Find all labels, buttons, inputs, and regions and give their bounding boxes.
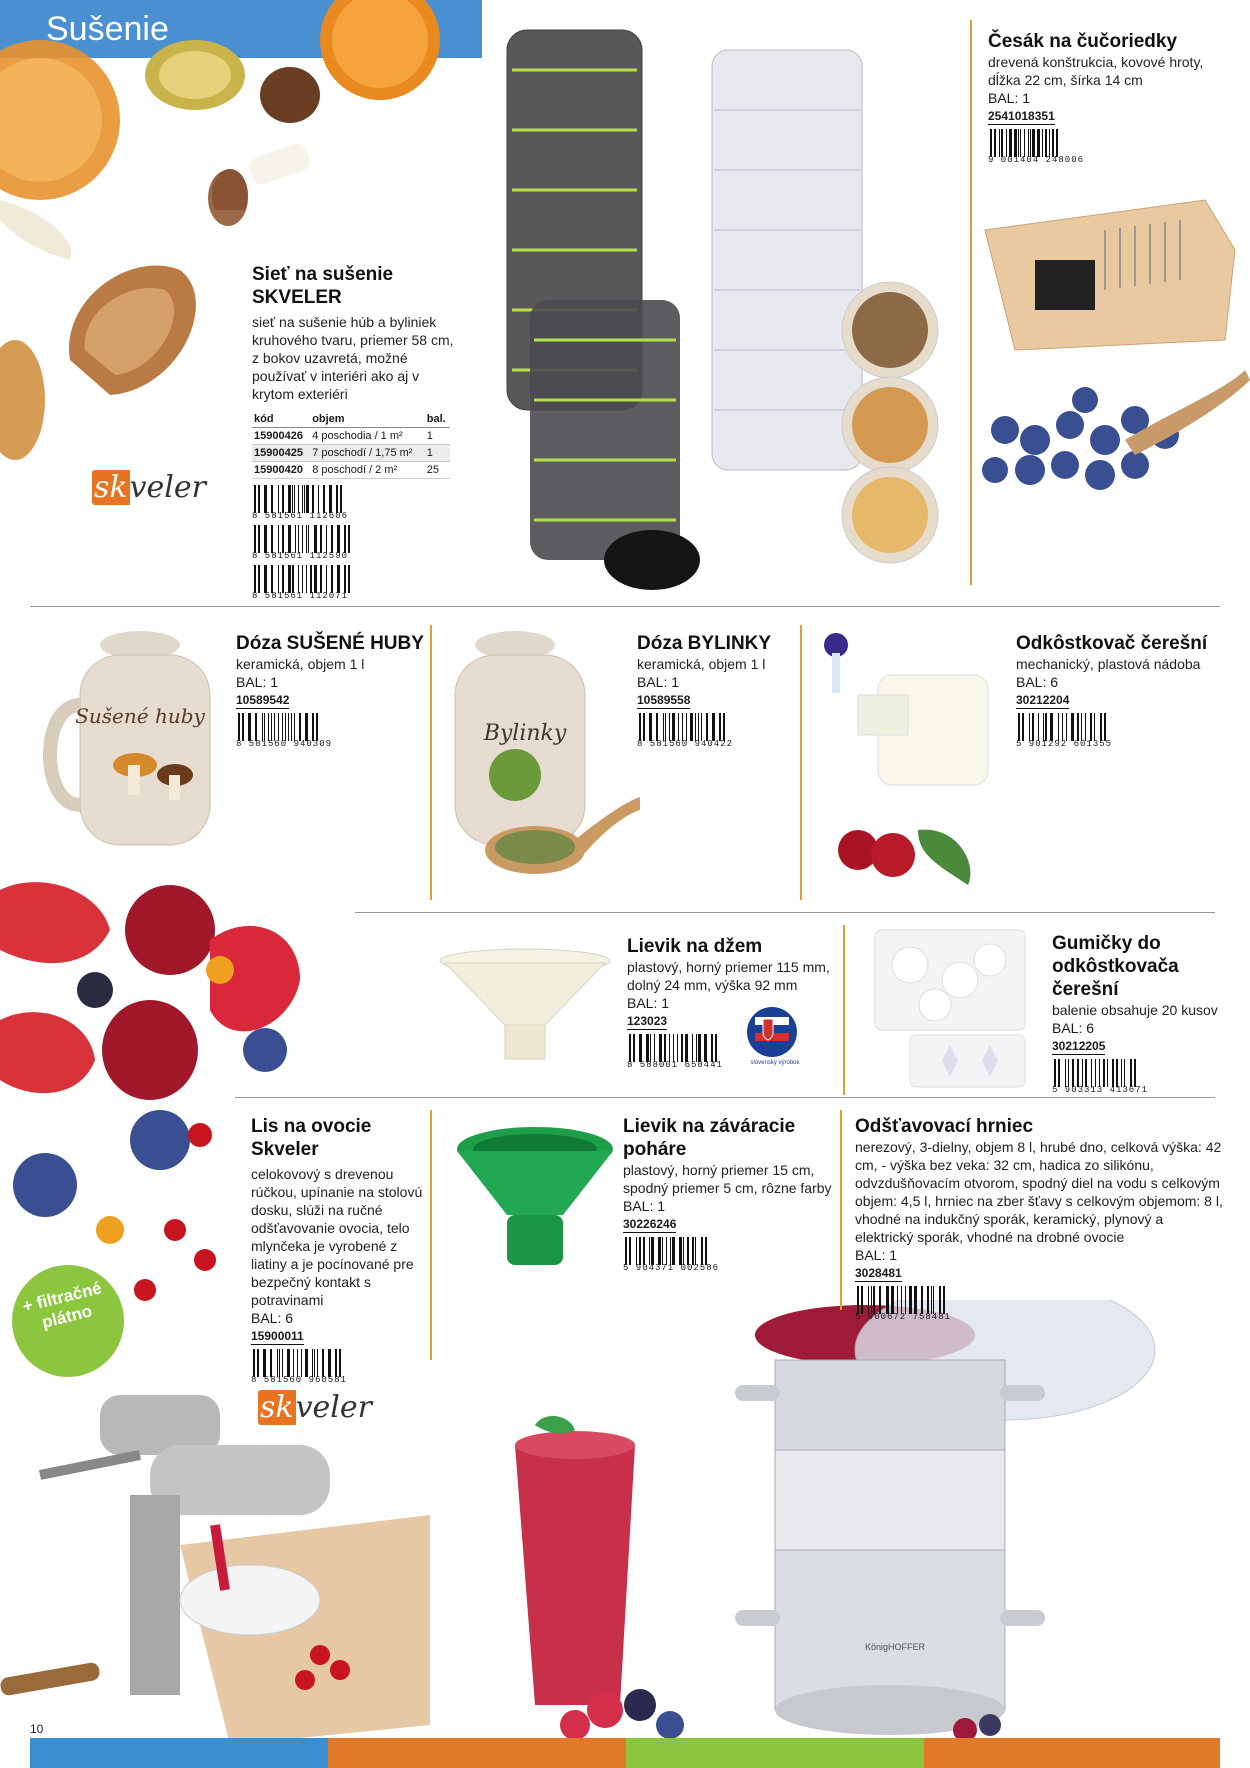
table-row <box>252 428 450 445</box>
barcode <box>1052 1059 1232 1095</box>
product-description: celokovový s drevenou rúčkou, upínanie na stolovú dosku, slúži na ručné odšťavovanie ovocia, telo mlynčeka je vyrobené z liatiny a je pocínované pre bezpečný kontakt s potravinami <box>251 1166 423 1308</box>
product-title: Lis na ovocie Skveler <box>251 1116 372 1160</box>
barcode-number: 8 581561 112590 <box>252 551 349 561</box>
variant-table <box>252 411 450 479</box>
product-description: keramická, objem 1 l <box>637 656 766 672</box>
table-cell: 7 poschodí / 1,75 m² <box>310 445 425 462</box>
steam-juicer-photo <box>735 1300 1205 1750</box>
product-description: keramická, objem 1 l <box>236 656 365 672</box>
table-header: bal. <box>425 411 450 428</box>
table-cell: 25 <box>425 462 450 479</box>
table-cell: 1 <box>425 445 450 462</box>
product-code: 123023 <box>627 1014 668 1028</box>
footer-color-bar <box>30 1738 1220 1768</box>
barcode <box>252 485 462 521</box>
divider <box>970 20 972 585</box>
table-cell: 15900420 <box>252 462 310 479</box>
rubber-bands-photo <box>870 925 1035 1090</box>
barcode-number: 5 900672 758481 <box>855 1312 952 1322</box>
divider <box>30 606 1220 607</box>
product-title: Dóza SUŠENÉ HUBY <box>236 633 424 654</box>
svg-text:Bylinky: Bylinky <box>483 721 567 746</box>
filter-cloth-badge-label: + filtračné plátno <box>20 1278 104 1333</box>
divider <box>840 1110 842 1310</box>
barcode-number: 5 904371 002586 <box>623 1263 720 1273</box>
barcode-number: 9 001404 248006 <box>988 155 1085 165</box>
product-code: 15900011 <box>251 1329 304 1343</box>
product-code: 2541018351 <box>988 109 1055 123</box>
pack-quantity: BAL: 1 <box>637 674 680 690</box>
barcode <box>623 1237 833 1273</box>
product-code: 3028481 <box>855 1266 902 1280</box>
drying-net-photo <box>492 0 942 600</box>
divider <box>235 1097 1215 1098</box>
divider <box>355 912 1215 913</box>
divider <box>843 925 845 1095</box>
product-jar-funnel <box>623 1115 833 1273</box>
skveler-logo: skveler <box>260 1390 372 1425</box>
divider <box>800 625 802 900</box>
orange-slice-photo <box>160 0 490 210</box>
pack-quantity: BAL: 1 <box>623 1198 666 1214</box>
product-description: mechanický, plastová nádoba <box>1016 656 1201 672</box>
product-title: Lievik na záváracie poháre <box>623 1116 796 1160</box>
slovak-product-label: slovenský výrobok <box>750 1060 800 1066</box>
table-row <box>252 462 450 479</box>
product-rubber-bands <box>1052 932 1232 1095</box>
page-number: 10 <box>30 1722 44 1736</box>
green-funnel-photo <box>455 1125 615 1270</box>
svg-text:KönigHOFFER: KönigHOFFER <box>864 1642 926 1652</box>
product-code: 10589558 <box>637 693 691 707</box>
table-header: objem <box>310 411 425 428</box>
product-title: Odkôstkovač čerešní <box>1016 633 1208 654</box>
footer-segment <box>924 1738 1220 1768</box>
pack-quantity: BAL: 6 <box>251 1310 294 1326</box>
product-description: balenie obsahuje 20 kusov <box>1052 1002 1218 1018</box>
product-code: 30212204 <box>1016 693 1070 707</box>
barcode <box>236 713 436 749</box>
barcode <box>252 565 462 601</box>
pack-quantity: BAL: 6 <box>1016 674 1059 690</box>
product-code: 10589542 <box>236 693 290 707</box>
pack-quantity: BAL: 1 <box>236 674 279 690</box>
table-cell: 4 poschodia / 1 m² <box>310 428 425 445</box>
product-description: nerezový, 3-dielny, objem 8 l, hrubé dno, celková výška: 42 cm, - výška bez veka: 32 cm, hadica zo silikónu, odvzdušňovacím otvorom, spodný diel na vodu s celkovým objem: 4,5 l, hrniec na zber šťavy s celkovým objemom: 8 l, vhodné na indukčný sporák, keramický, plynový a elektrický sporák, vhodné na drobné ovocie <box>855 1139 1223 1245</box>
mushroom-jar-photo <box>40 615 220 855</box>
divider <box>430 625 432 900</box>
product-title: Odšťavovací hrniec <box>855 1116 1034 1137</box>
product-code: 30212205 <box>1052 1039 1106 1053</box>
product-title: Gumičky do odkôstkovača čerešní <box>1052 933 1179 1000</box>
pack-quantity: BAL: 1 <box>855 1247 898 1263</box>
table-header: kód <box>252 411 310 428</box>
table-cell: 8 poschodí / 2 m² <box>310 462 425 479</box>
barcode-number: 8 581561 112071 <box>252 591 349 601</box>
barcode <box>1016 713 1226 749</box>
product-title: Dóza BYLINKY <box>637 633 772 654</box>
pack-quantity: BAL: 1 <box>627 995 670 1011</box>
barcode <box>855 1286 1225 1322</box>
table-cell: 15900425 <box>252 445 310 462</box>
fruit-press-photo <box>0 1385 430 1745</box>
herbs-jar-photo <box>445 615 640 895</box>
footer-segment <box>328 1738 626 1768</box>
skveler-logo: skveler <box>94 470 206 505</box>
barcode-number: 8 581560 940309 <box>236 739 333 749</box>
smoothie-photo <box>495 1405 755 1745</box>
product-code: 30226246 <box>623 1217 677 1231</box>
pack-quantity: BAL: 1 <box>988 90 1031 106</box>
product-description: plastový, horný priemer 15 cm, spodný priemer 5 cm, rôzne farby <box>623 1162 832 1196</box>
barcode-number: 8 581560 940422 <box>637 739 734 749</box>
barcode-number: 8 581560 960581 <box>251 1375 348 1385</box>
table-row <box>252 445 450 462</box>
barcode-number: 5 901292 601355 <box>1016 739 1113 749</box>
barcode-number: 8 581561 112606 <box>252 511 349 521</box>
barcode-number: 8 588001 658441 <box>627 1060 724 1070</box>
barcode <box>252 525 462 561</box>
product-blueberry-rake <box>988 30 1228 165</box>
product-cherry-pitter <box>1016 632 1226 749</box>
table-cell: 15900426 <box>252 428 310 445</box>
product-drying-net <box>252 263 462 601</box>
product-description: sieť na sušenie húb a byliniek kruhového tvaru, priemer 58 cm, z bokov uzavretá, možné používať v interiéri ako aj v krytom exteriéri <box>252 314 454 402</box>
product-description: drevená konštrukcia, kovové hroty, dĺžka 22 cm, šírka 14 cm <box>988 54 1204 88</box>
product-title: Česák na čučoriedky <box>988 31 1178 52</box>
barcode <box>988 129 1228 165</box>
product-herbs-jar <box>637 632 817 749</box>
cherry-pitter-photo <box>818 625 1008 885</box>
product-steam-juicer <box>855 1115 1225 1322</box>
jam-funnel-photo <box>435 945 615 1065</box>
section-title: Sušenie <box>46 10 169 48</box>
footer-segment <box>626 1738 924 1768</box>
product-description: plastový, horný priemer 115 mm, dolný 24 mm, výška 92 mm <box>627 959 830 993</box>
divider <box>430 1110 432 1360</box>
product-title: Lievik na džem <box>627 936 763 957</box>
barcode <box>251 1349 426 1385</box>
product-mushroom-jar <box>236 632 436 749</box>
pack-quantity: BAL: 6 <box>1052 1020 1095 1036</box>
barcode-number: 5 903313 413671 <box>1052 1085 1149 1095</box>
product-title: Sieť na sušenie SKVELER <box>252 264 394 308</box>
product-jam-funnel <box>627 935 832 1070</box>
svg-text:Sušené huby: Sušené huby <box>75 704 205 728</box>
barcode <box>637 713 817 749</box>
footer-segment <box>30 1738 328 1768</box>
table-cell: 1 <box>425 428 450 445</box>
blueberry-rake-photo <box>975 190 1250 550</box>
product-fruit-press <box>251 1115 426 1385</box>
